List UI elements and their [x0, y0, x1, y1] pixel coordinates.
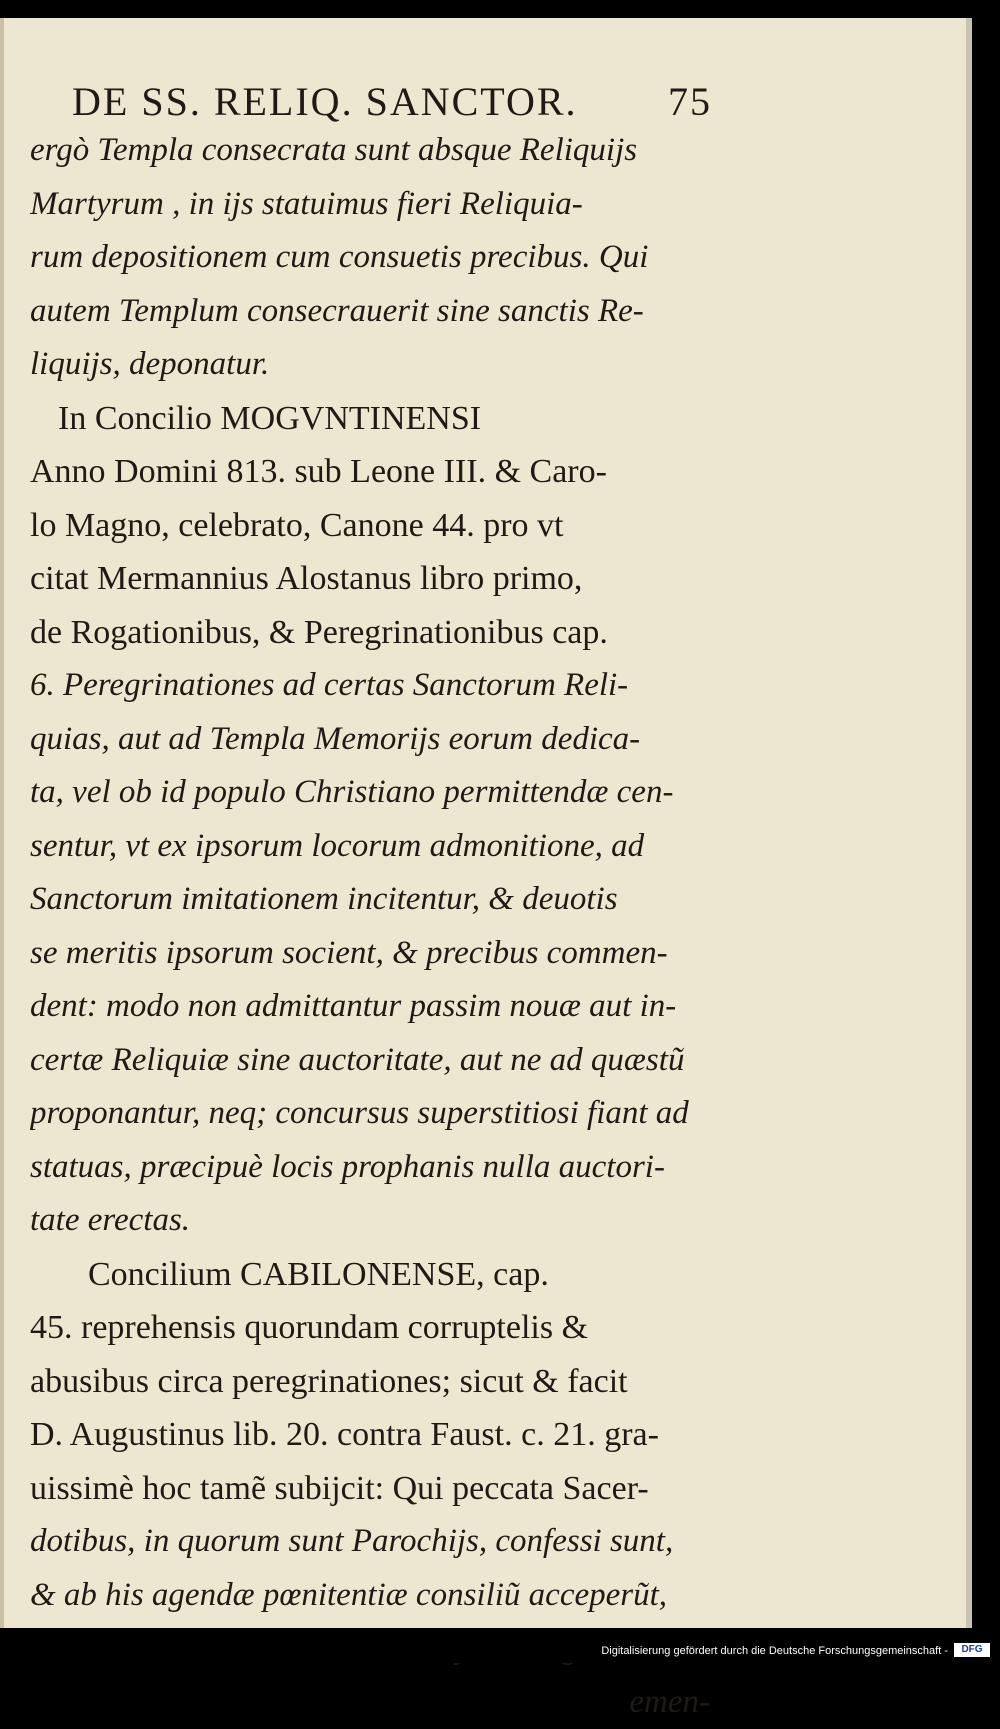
text-line: 45. reprehensis quorundam corruptelis &: [30, 1301, 720, 1355]
text-line: dent: modo non admittantur passim nouæ aut in-: [30, 980, 720, 1034]
text-line: lo Magno, celebrato, Canone 44. pro vt: [30, 499, 720, 553]
text-line: statuas, præcipuè locis prophanis nulla auctori-: [30, 1141, 720, 1195]
text-line: Martyrum , in ijs statuimus fieri Reliquia-: [30, 178, 720, 232]
text-line: citat Mermannius Alostanus libro primo,: [30, 552, 720, 606]
text-line: dotibus, in quorum sunt Parochijs, confessi sunt,: [30, 1515, 720, 1569]
text-line: de Rogationibus, & Peregrinationibus cap.: [30, 606, 720, 660]
body-text: [30, 124, 720, 1729]
page-edge: [966, 18, 972, 1628]
text-line: se meritis ipsorum socient, & precibus commen-: [30, 927, 720, 981]
text-line: abusibus circa peregrinationes; sicut & facit: [30, 1355, 720, 1409]
page-number: 75: [668, 78, 712, 125]
text-line: quias, aut ad Templa Memorijs eorum dedica-: [30, 713, 720, 767]
text-line: proponantur, neq; concursus superstitiosi fiant ad: [30, 1087, 720, 1141]
running-title: DE SS. RELIQ. SANCTOR.: [72, 78, 578, 125]
text-line: tate erectas.: [30, 1194, 720, 1248]
text-line: sentur, vt ex ipsorum locorum admonitione, ad: [30, 820, 720, 874]
text-line: certæ Reliquiæ sine auctoritate, aut ne ad quæstũ: [30, 1034, 720, 1088]
digitization-credit: Digitalisierung gefördert durch die Deutsche Forschungsgemeinschaft -: [601, 1645, 948, 1657]
catchword: emen-: [30, 1676, 720, 1729]
text-line: 6. Peregrinationes ad certas Sanctorum Reli-: [30, 659, 720, 713]
text-line: liquijs, deponatur.: [30, 338, 720, 392]
text-line: Anno Domini 813. sub Leone III. & Caro-: [30, 445, 720, 499]
text-line: In Concilio MOGVNTINENSI: [30, 392, 720, 446]
dfg-logo: DFG: [954, 1643, 990, 1657]
text-line: autem Templum consecrauerit sine sanctis Re-: [30, 285, 720, 339]
text-line: uissimè hoc tamẽ subijcit: Qui peccata Sacer-: [30, 1462, 720, 1516]
text-line: & ab his agendæ pœnitentiæ consiliũ acceperũt,: [30, 1569, 720, 1623]
text-line: Concilium CABILONENSE, cap.: [30, 1248, 720, 1302]
text-line: Sanctorum imitationem incitentur, & deuotis: [30, 873, 720, 927]
text-line: D. Augustinus lib. 20. contra Faust. c. 21. gra-: [30, 1408, 720, 1462]
text-line: ergò Templa consecrata sunt absque Reliquijs: [30, 124, 720, 178]
text-line: ta, vel ob id populo Christiano permittendæ cen-: [30, 766, 720, 820]
text-line: rum depositionem cum consuetis precibus. Qui: [30, 231, 720, 285]
